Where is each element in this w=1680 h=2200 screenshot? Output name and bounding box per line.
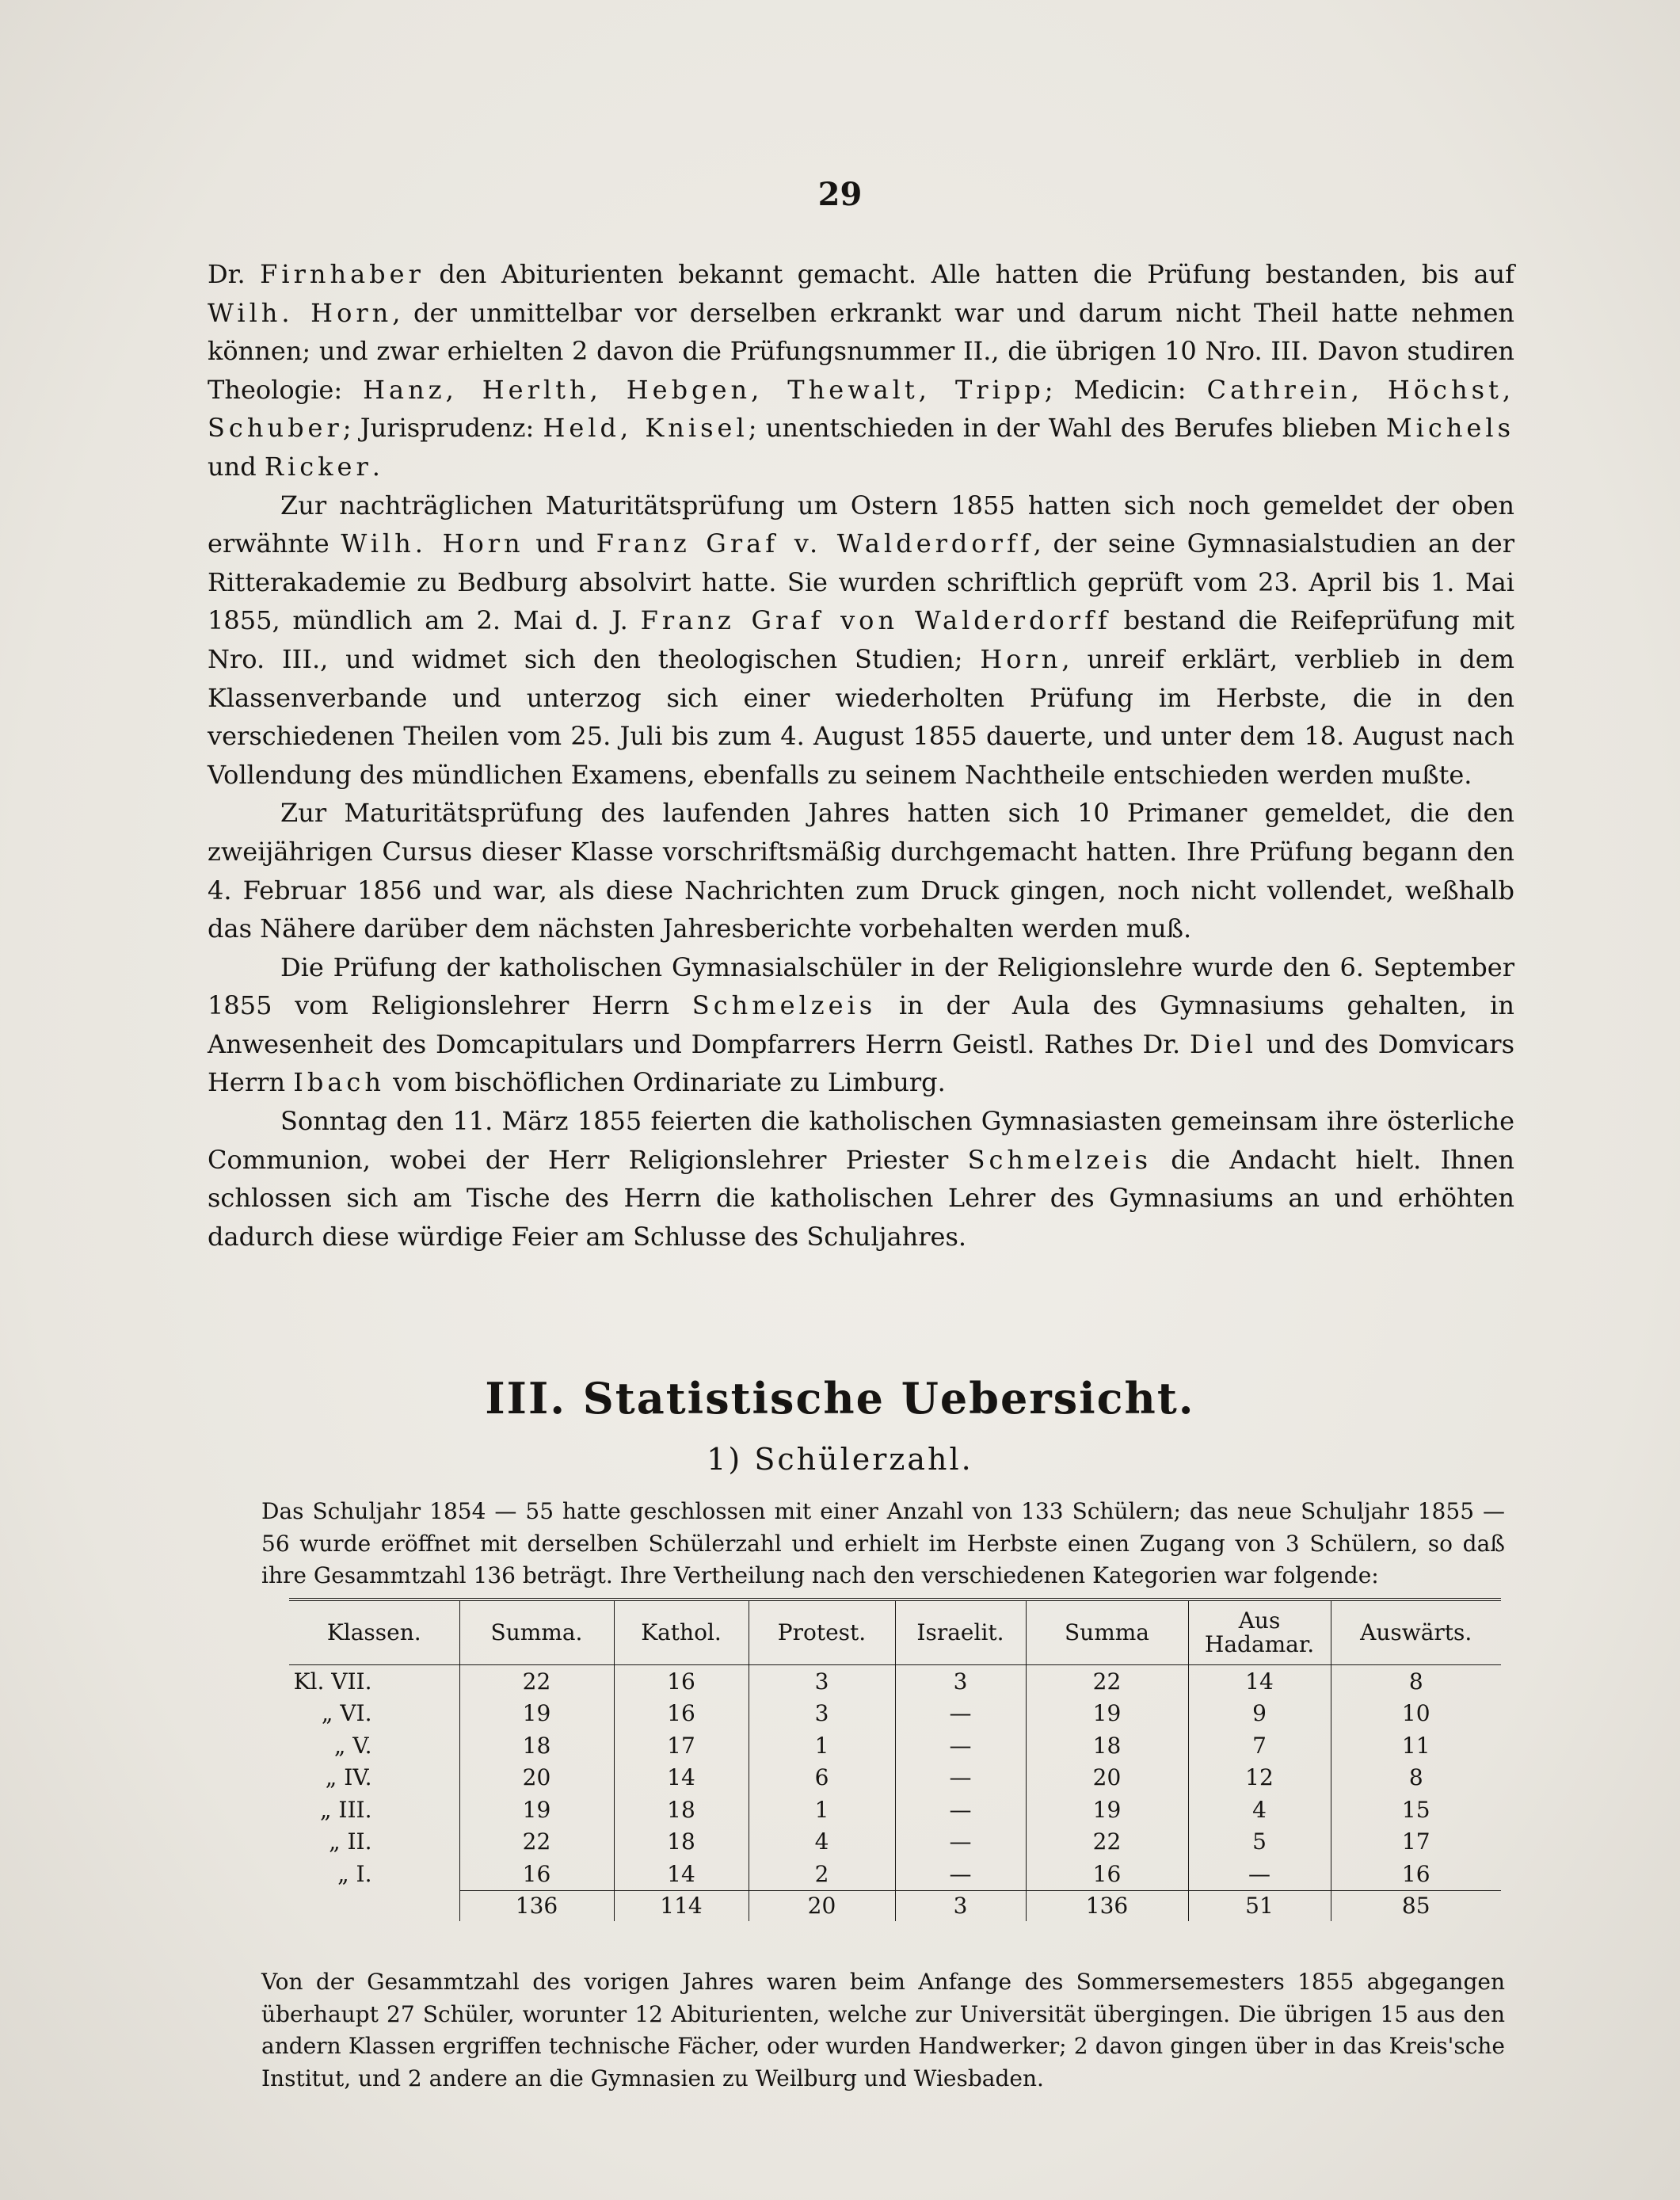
page-number: 29 bbox=[817, 176, 863, 213]
cell-klasse: Kl. VII. bbox=[293, 1668, 372, 1695]
cell-israelit: — bbox=[895, 1858, 1026, 1890]
cell-protest: 4 bbox=[749, 1826, 895, 1859]
cell-protest: 3 bbox=[749, 1698, 895, 1730]
cell-hadamar: 7 bbox=[1188, 1729, 1331, 1762]
cell-protest: 3 bbox=[749, 1665, 895, 1698]
cell-hadamar: 9 bbox=[1188, 1698, 1331, 1730]
total-protest: 20 bbox=[749, 1890, 895, 1921]
cell-kathol: 17 bbox=[614, 1729, 749, 1762]
cell-kathol: 16 bbox=[614, 1665, 749, 1698]
cell-kathol: 16 bbox=[614, 1698, 749, 1730]
cell-hadamar: 4 bbox=[1188, 1794, 1331, 1826]
col-header-klassen: Klassen. bbox=[289, 1601, 459, 1665]
cell-summa2: 18 bbox=[1026, 1729, 1188, 1762]
cell-israelit: — bbox=[895, 1698, 1026, 1730]
cell-summa2: 19 bbox=[1026, 1794, 1188, 1826]
col-header-auswaerts: Auswärts. bbox=[1331, 1601, 1501, 1665]
cell-summa2: 22 bbox=[1026, 1665, 1188, 1698]
cell-auswaerts: 17 bbox=[1331, 1826, 1501, 1859]
cell-israelit: — bbox=[895, 1762, 1026, 1794]
col-header-protest: Protest. bbox=[749, 1601, 895, 1665]
cell-klasse: „ V. bbox=[333, 1732, 372, 1759]
total-hadamar: 51 bbox=[1188, 1890, 1331, 1921]
statistics-closing bbox=[261, 1966, 1505, 2095]
table-row bbox=[289, 1794, 1501, 1826]
cell-auswaerts: 8 bbox=[1331, 1665, 1501, 1698]
col-header-kathol: Kathol. bbox=[614, 1601, 749, 1665]
paragraph-religion-exam: Die Prüfung der katholischen Gymnasialschüler in der Religionslehre wurde den 6. September 1855 vom Religionslehrer Herrn Schmelzeis in der Aula des Gymnasiums gehalten, in Anwesenheit des Domcapitulars und Dompfarrers Herrn Geistl. Rathes Dr. Diel und des Domvicars Herrn Ibach vom bischöflichen Ordinariate zu Limburg. bbox=[208, 951, 1515, 1098]
cell-klasse: „ II. bbox=[329, 1828, 372, 1855]
cell-summa2: 16 bbox=[1026, 1858, 1188, 1890]
cell-protest: 6 bbox=[749, 1762, 895, 1794]
cell-auswaerts: 8 bbox=[1331, 1762, 1501, 1794]
cell-summa: 22 bbox=[459, 1826, 614, 1859]
table-header-row bbox=[289, 1601, 1501, 1665]
cell-summa2: 20 bbox=[1026, 1762, 1188, 1794]
col-header-hadamar: Aus Hadamar. bbox=[1188, 1601, 1331, 1665]
cell-israelit: — bbox=[895, 1794, 1026, 1826]
paragraph-communion: Sonntag den 11. März 1855 feierten die katholischen Gymnasiasten gemeinsam ihre österliche Communion, wobei der Herr Religionslehrer Priester Schmelzeis die Andacht hielt. Ihnen schlossen sich am Tische des Herrn die katholischen Lehrer des Gymnasiums an und erhöhten dadurch diese würdige Feier am Schlusse des Schuljahres. bbox=[208, 1106, 1514, 1252]
cell-protest: 1 bbox=[749, 1794, 895, 1826]
cell-hadamar: 14 bbox=[1188, 1665, 1331, 1698]
cell-kathol: 14 bbox=[614, 1858, 749, 1890]
cell-hadamar: — bbox=[1188, 1858, 1331, 1890]
cell-israelit: — bbox=[895, 1729, 1026, 1762]
table-row bbox=[289, 1698, 1501, 1730]
cell-klasse: „ III. bbox=[320, 1796, 372, 1823]
total-israelit: 3 bbox=[895, 1890, 1026, 1921]
paragraph-abiturienten-results: Dr. Firnhaber den Abiturienten bekannt gemacht. Alle hatten die Prüfung bestanden, bis auf Wilh. Horn, der unmittelbar vor derselben erkrankt war und darum nicht Theil hatte nehmen können; und zwar erhielten 2 davon die Prüfungsnummer II., die übrigen 10 Nro. III. Davon studiren Theologie: Hanz, Herlth, Hebgen, Thewalt, Tripp; Medicin: Cathrein, Höchst, Schuber; Jurisprudenz: Held, Knisel; unentschieden in der Wahl des Berufes blieben Michels und Ricker. bbox=[208, 259, 1515, 482]
total-kathol: 114 bbox=[614, 1890, 749, 1921]
table-row bbox=[289, 1762, 1501, 1794]
cell-klasse: „ VI. bbox=[321, 1700, 372, 1727]
cell-protest: 1 bbox=[749, 1729, 895, 1762]
cell-summa: 18 bbox=[459, 1729, 614, 1762]
cell-summa: 22 bbox=[459, 1665, 614, 1698]
paragraph-ostern-exam: Zur nachträglichen Maturitätsprüfung um Ostern 1855 hatten sich noch gemeldet der oben erwähnte Wilh. Horn und Franz Graf v. Walderdorff, der seine Gymnasialstudien an der Ritterakademie zu Bedburg absolvirt hatte. Sie wurden schriftlich geprüft vom 23. April bis 1. Mai 1855, mündlich am 2. Mai d. J. Franz Graf von Walderdorff bestand die Reifeprüfung mit Nro. III., und widmet sich den theologischen Studien; Horn, unreif erklärt, verblieb in dem Klassenverbande und unterzog sich einer wiederholten Prüfung im Herbste, die in den verschiedenen Theilen vom 25. Juli bis zum 4. August 1855 dauerte, und unter dem 18. August nach Vollendung des mündlichen Examens, ebenfalls zu seinem Nachtheile entschieden werden mußte. bbox=[208, 490, 1515, 790]
cell-kathol: 18 bbox=[614, 1826, 749, 1859]
total-summa2: 136 bbox=[1026, 1890, 1188, 1921]
section-heading: III. Statistische Uebersicht. bbox=[485, 1373, 1195, 1424]
col-header-summa: Summa. bbox=[459, 1601, 614, 1665]
total-auswaerts: 85 bbox=[1331, 1890, 1501, 1921]
paragraph-current-exam: Zur Maturitätsprüfung des laufenden Jahres hatten sich 10 Primaner gemeldet, die den zweijährigen Cursus dieser Klasse vorschriftsmäßig durchgemacht hatten. Ihre Prüfung begann den 4. Februar 1856 und war, als diese Nachrichten zum Druck gingen, noch nicht vollendet, weßhalb das Nähere darüber dem nächsten Jahresberichte vorbehalten werden muß. bbox=[208, 798, 1514, 944]
cell-klasse: „ IV. bbox=[325, 1764, 372, 1791]
cell-summa2: 19 bbox=[1026, 1698, 1188, 1730]
pupil-statistics-table bbox=[289, 1601, 1501, 1921]
statistics-intro bbox=[261, 1496, 1505, 1592]
table-row bbox=[289, 1665, 1501, 1698]
table-row bbox=[289, 1826, 1501, 1859]
cell-protest: 2 bbox=[749, 1858, 895, 1890]
closing-text: Von der Gesammtzahl des vorigen Jahres waren beim Anfange des Sommersemesters 1855 abgegangen überhaupt 27 Schüler, worunter 12 Abiturienten, welche zur Universität übergingen. Die übrigen 15 aus den andern Klassen ergriffen technische Fächer, oder wurden Handwerker; 2 davon gingen über in das Kreis'sche Institut, und 2 andere an die Gymnasien zu Weilburg und Wiesbaden. bbox=[261, 1969, 1505, 2091]
cell-summa: 19 bbox=[459, 1794, 614, 1826]
table-row bbox=[289, 1729, 1501, 1762]
sub-heading: 1) Schülerzahl. bbox=[707, 1442, 973, 1477]
cell-israelit: — bbox=[895, 1826, 1026, 1859]
cell-auswaerts: 11 bbox=[1331, 1729, 1501, 1762]
cell-israelit: 3 bbox=[895, 1665, 1026, 1698]
cell-summa: 19 bbox=[459, 1698, 614, 1730]
table-total-row bbox=[289, 1890, 1501, 1921]
pupil-statistics-table-wrap bbox=[289, 1598, 1501, 1921]
cell-klasse: „ I. bbox=[337, 1861, 372, 1887]
cell-hadamar: 5 bbox=[1188, 1826, 1331, 1859]
cell-auswaerts: 10 bbox=[1331, 1698, 1501, 1730]
cell-kathol: 18 bbox=[614, 1794, 749, 1826]
col-header-israelit: Israelit. bbox=[895, 1601, 1026, 1665]
cell-auswaerts: 15 bbox=[1331, 1794, 1501, 1826]
total-klasse bbox=[289, 1890, 459, 1921]
table-row bbox=[289, 1858, 1501, 1890]
cell-auswaerts: 16 bbox=[1331, 1858, 1501, 1890]
cell-summa2: 22 bbox=[1026, 1826, 1188, 1859]
cell-summa: 16 bbox=[459, 1858, 614, 1890]
cell-kathol: 14 bbox=[614, 1762, 749, 1794]
intro-text: Das Schuljahr 1854 — 55 hatte geschlossen mit einer Anzahl von 133 Schülern; das neue Schuljahr 1855 — 56 wurde eröffnet mit derselben Schülerzahl und erhielt im Herbste einen Zugang von 3 Schülern, so daß ihre Gesammtzahl 136 beträgt. Ihre Vertheilung nach den verschiedenen Kategorien war folgende: bbox=[261, 1498, 1505, 1588]
col-header-summa2: Summa bbox=[1026, 1601, 1188, 1665]
body-text bbox=[208, 255, 1514, 1256]
total-summa: 136 bbox=[459, 1890, 614, 1921]
cell-hadamar: 12 bbox=[1188, 1762, 1331, 1794]
cell-summa: 20 bbox=[459, 1762, 614, 1794]
